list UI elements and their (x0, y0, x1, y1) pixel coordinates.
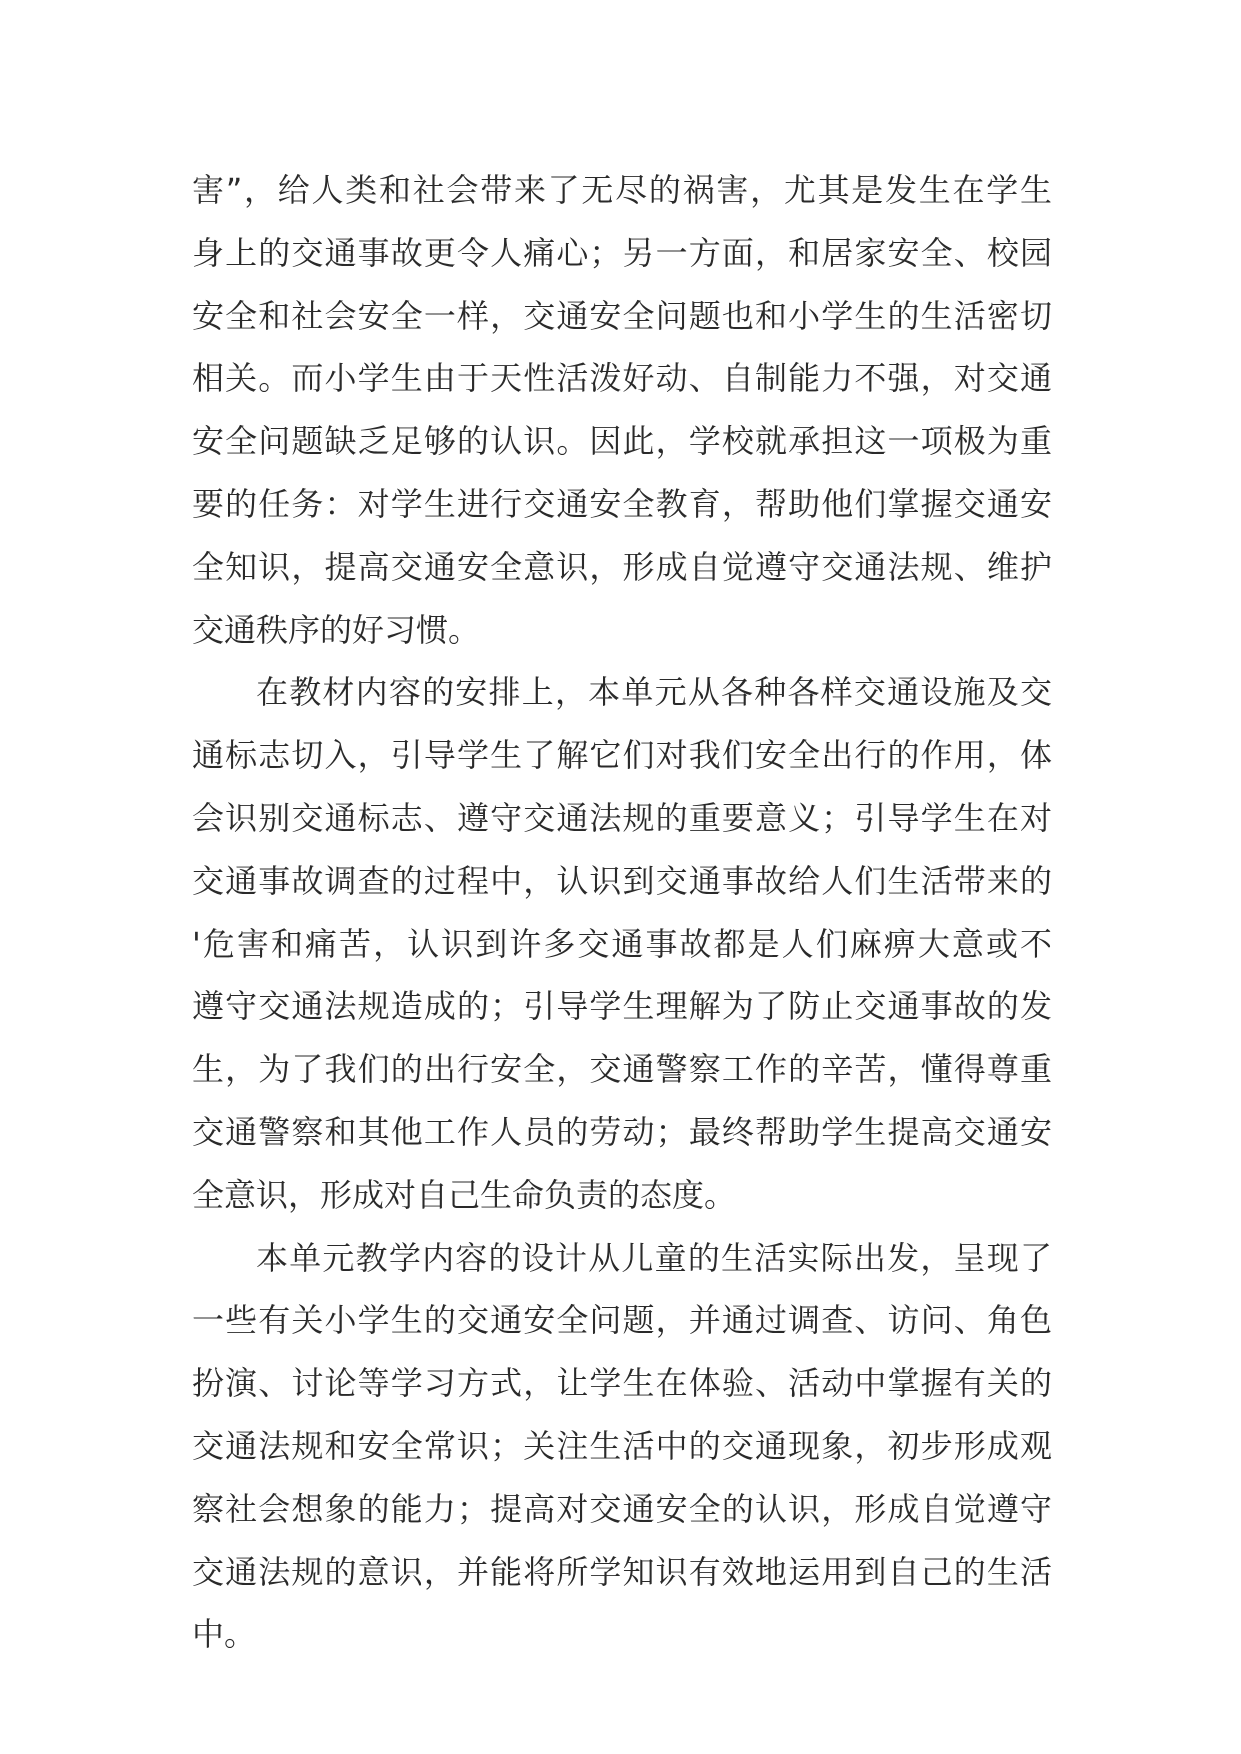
paragraph-1-line-4: 相关。而小学生由于天性活泼好动、自制能力不强，对交通 (192, 359, 1052, 398)
paragraph-2-line-7: 生，为了我们的出行安全，交通警察工作的辛苦，懂得尊重 (192, 1050, 1052, 1089)
body-text (192, 159, 1052, 1666)
paragraph-3-line-1: 本单元教学内容的设计从儿童的生活实际出发，呈现了 (256, 1238, 1052, 1277)
paragraph-2-line-8: 交通警察和其他工作人员的劳动；最终帮助学生提高交通安 (192, 1112, 1052, 1151)
paragraph-1-line-1: 害”，给人类和社会带来了无尽的祸害，尤其是发生在学生 (192, 171, 1052, 209)
paragraph-2-line-2: 通标志切入，引导学生了解它们对我们安全出行的作用，体 (192, 736, 1052, 775)
paragraph-3-line-2: 一些有关小学生的交通安全问题，并通过调查、访问、角色 (192, 1301, 1052, 1340)
paragraph-3-line-3: 扮演、讨论等学习方式，让学生在体验、活动中掌握有关的 (192, 1364, 1052, 1403)
paragraph-2-line-6: 遵守交通法规造成的；引导学生理解为了防止交通事故的发 (192, 987, 1052, 1026)
paragraph-1-line-2: 身上的交通事故更令人痛心；另一方面，和居家安全、校园 (192, 233, 1052, 272)
paragraph-3-line-4: 交通法规和安全常识；关注生活中的交通现象，初步形成观 (192, 1426, 1052, 1465)
paragraph-1-line-6: 要的任务：对学生进行交通安全教育，帮助他们掌握交通安 (192, 484, 1052, 523)
paragraph-3-line-6: 交通法规的意识，并能将所学知识有效地运用到自己的生活 (192, 1552, 1052, 1591)
paragraph-1-line-3: 安全和社会安全一样，交通安全问题也和小学生的生活密切 (192, 296, 1052, 335)
paragraph-2-line-9: 全意识，形成对自己生命负责的态度。 (192, 1175, 737, 1214)
paragraph-2-line-5: '危害和痛苦，认识到许多交通事故都是人们麻痹大意或不 (192, 924, 1052, 963)
paragraph-2-line-4: 交通事故调查的过程中，认识到交通事故给人们生活带来的 (192, 861, 1052, 900)
paragraph-3-line-7: 中。 (192, 1615, 257, 1654)
paragraph-2-line-3: 会识别交通标志、遵守交通法规的重要意义；引导学生在对 (192, 798, 1052, 837)
paragraph-1-line-5: 安全问题缺乏足够的认识。因此，学校就承担这一项极为重 (192, 422, 1052, 461)
paragraph-1-line-7: 全知识，提高交通安全意识，形成自觉遵守交通法规、维护 (192, 547, 1052, 586)
paragraph-2-line-1: 在教材内容的安排上，本单元从各种各样交通设施及交 (256, 673, 1052, 712)
paragraph-1-line-8: 交通秩序的好习惯。 (192, 610, 481, 649)
paragraph-3-line-5: 察社会想象的能力；提高对交通安全的认识，形成自觉遵守 (192, 1489, 1052, 1528)
